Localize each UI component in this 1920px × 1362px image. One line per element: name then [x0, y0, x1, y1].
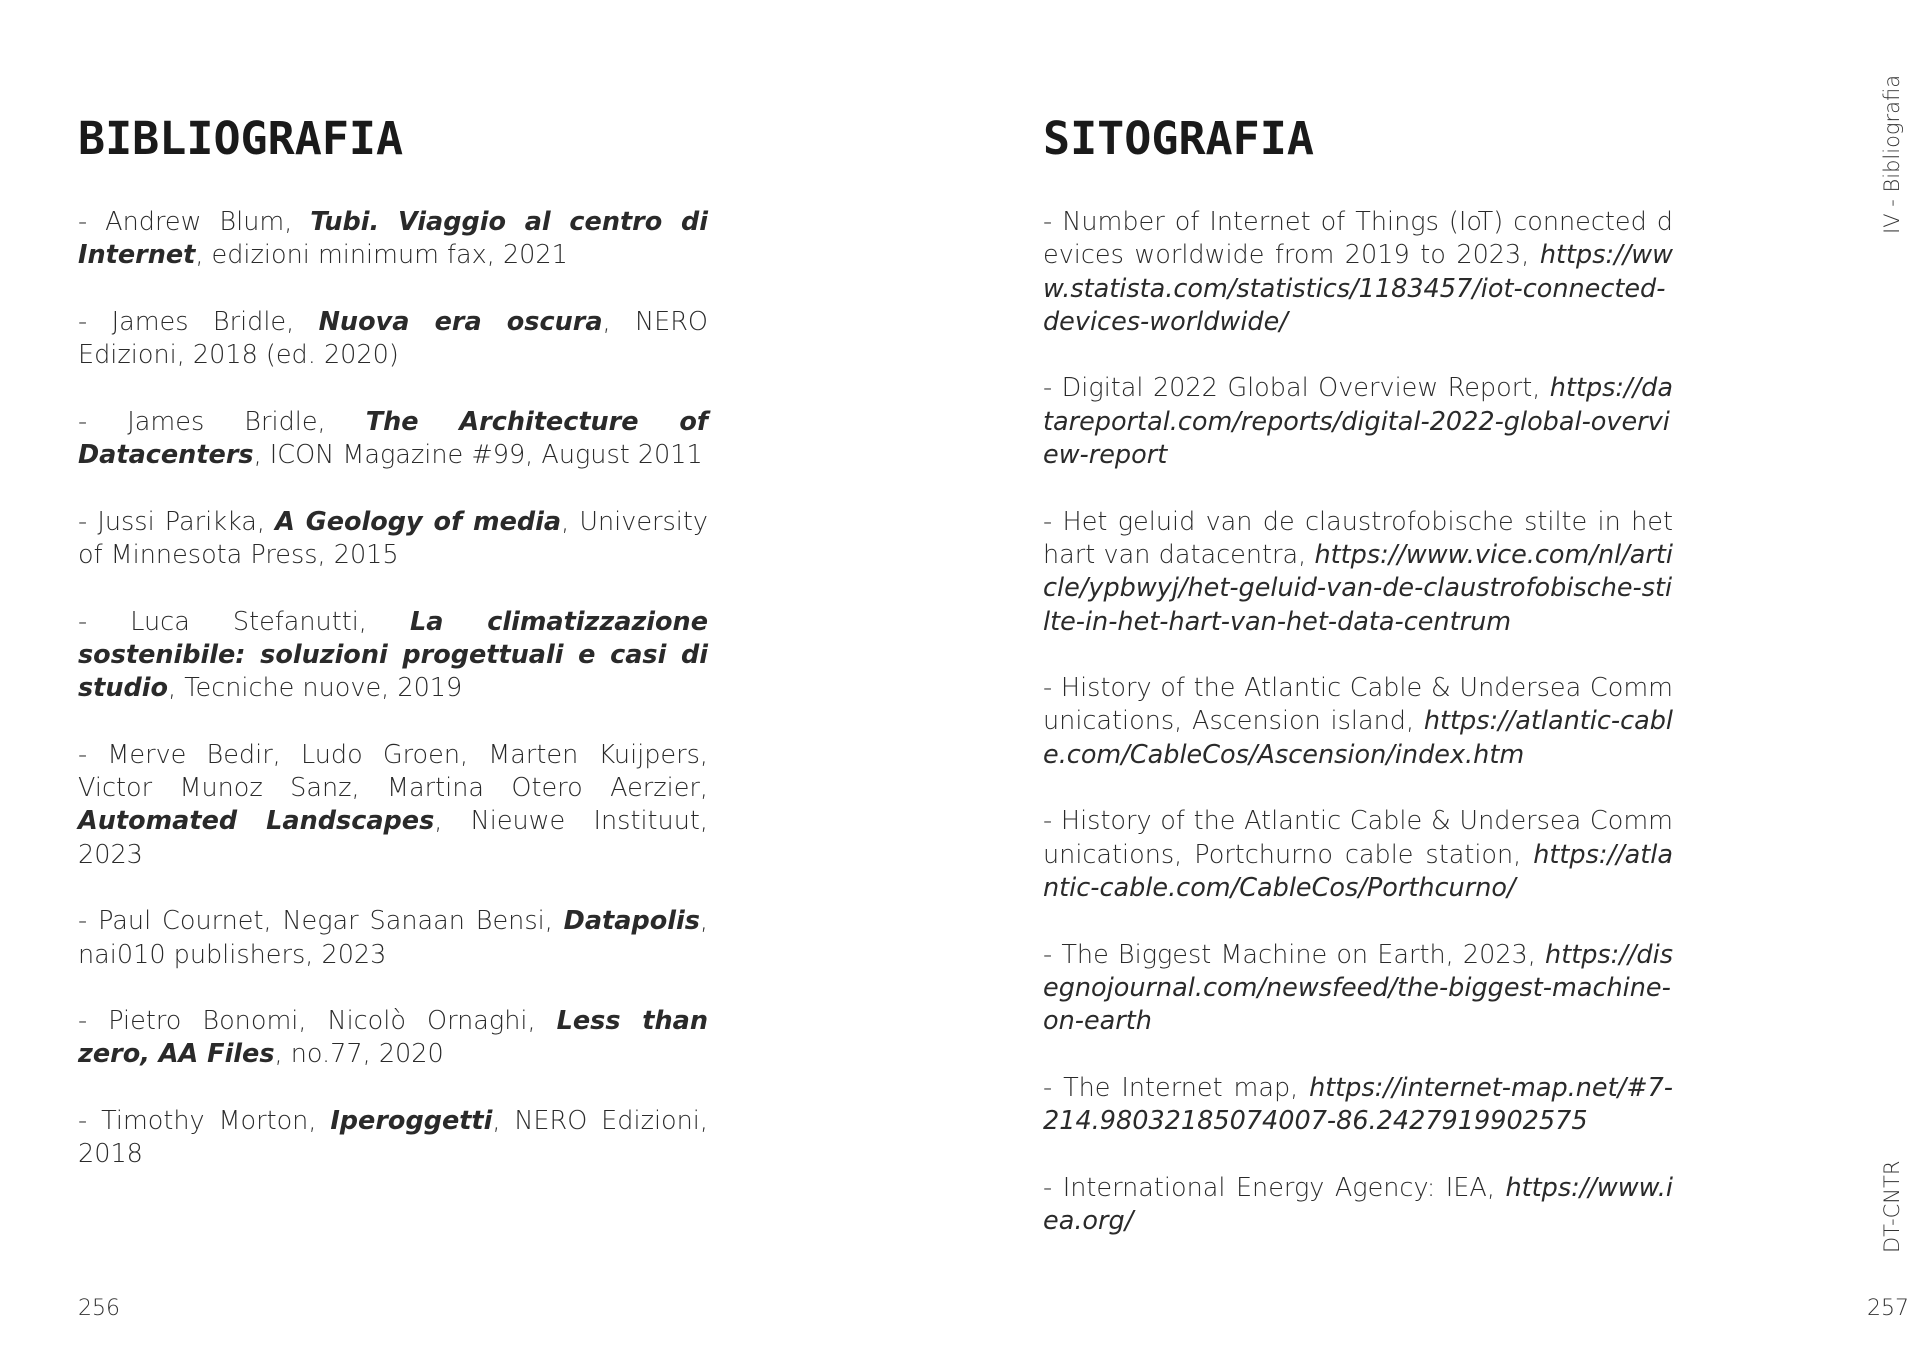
reference-text: , edizioni minimum fax, 2021: [195, 240, 568, 271]
reference-entry: [1043, 506, 1673, 639]
reference-title: The Architecture of Datacenters: [78, 406, 708, 471]
reference-text: - Number of Internet of Things (IoT) connected devices worldwide from 2019 to 2023,: [1043, 207, 1673, 271]
reference-text: - International Energy Agency: IEA,: [1043, 1172, 1506, 1203]
reference-text: , Nieuwe Instituut, 2023: [78, 806, 708, 870]
reference-title: Iperoggetti: [330, 1106, 493, 1137]
reference-text: - Merve Bedir, Ludo Groen, Marten Kuijpers, Victor Munoz Sanz, Martina Otero Aerzier,: [78, 739, 708, 804]
reference-text: - Paul Cournet, Negar Sanaan Bensi,: [78, 906, 564, 937]
reference-text: - James Bridle,: [78, 306, 319, 337]
reference-text: - Pietro Bonomi, Nicolò Ornaghi,: [78, 1006, 557, 1037]
page-number-right: 257: [1867, 1296, 1909, 1321]
reference-text: - Luca Stefanutti,: [78, 606, 410, 637]
reference-entry: [78, 606, 708, 706]
reference-title: https://datareportal.com/reports/digital-2022-global-overview-report: [1043, 373, 1673, 471]
reference-text: , University of Minnesota Press, 2015: [78, 506, 708, 570]
reference-title: A Geology of media: [275, 506, 562, 537]
reference-entry: [78, 406, 708, 473]
reference-text: , nai010 publishers, 2023: [78, 906, 708, 970]
reference-text: - History of the Atlantic Cable & Undersea Communications, Portchurno cable station,: [1043, 806, 1673, 870]
reference-title: La climatizzazione sostenibile: soluzioni progettuali e casi di studio: [78, 606, 708, 704]
reference-entry: [78, 306, 708, 373]
reference-entry: [1043, 672, 1673, 772]
bibliography-list: [78, 206, 708, 1205]
sitography-list: [1043, 206, 1673, 1272]
reference-entry: [78, 739, 708, 872]
reference-entry: [1043, 1072, 1673, 1139]
reference-title: Datapolis: [563, 906, 700, 937]
reference-title: https://disegnojournal.com/newsfeed/the-biggest-machine-on-earth: [1043, 939, 1673, 1037]
reference-entry: [1043, 1172, 1673, 1239]
reference-text: - Het geluid van de claustrofobische stilte in het hart van datacentra,: [1043, 506, 1673, 570]
reference-text: - Timothy Morton,: [78, 1106, 331, 1137]
reference-entry: [1043, 206, 1673, 339]
reference-title: https://atlantic-cable.com/CableCos/Porthcurno/: [1043, 839, 1673, 903]
reference-title: https://atlantic-cable.com/CableCos/Ascension/index.htm: [1043, 706, 1673, 770]
page-number-left: 256: [78, 1296, 120, 1321]
reference-entry: [1043, 372, 1673, 472]
reference-text: - James Bridle,: [78, 406, 366, 437]
reference-entry: [78, 905, 708, 972]
book-code-label: DT-CNTR: [1880, 1160, 1904, 1253]
section-label: IV - Bibliografia: [1880, 74, 1904, 234]
reference-text: - Andrew Blum,: [78, 207, 311, 237]
reference-text: , NERO Edizioni, 2018 (ed. 2020): [78, 306, 708, 371]
reference-text: - Jussi Parikka,: [78, 506, 276, 537]
reference-text: - Digital 2022 Global Overview Report,: [1043, 373, 1550, 404]
reference-text: , ICON Magazine #99, August 2011: [253, 440, 703, 471]
reference-title: Tubi. Viaggio al centro di Internet: [78, 207, 708, 271]
reference-title: https://internet-map.net/#7-214.98032185074007-86.2427919902575: [1043, 1072, 1673, 1137]
reference-text: - The Internet map,: [1043, 1072, 1310, 1103]
reference-entry: [78, 1105, 708, 1172]
reference-title: https://www.vice.com/nl/article/ypbwyj/het-geluid-van-de-claustrofobische-stilte-in-het-hart-van-het-data-centrum: [1043, 539, 1673, 637]
reference-text: , NERO Edizioni, 2018: [78, 1106, 708, 1170]
reference-text: - The Biggest Machine on Earth, 2023,: [1043, 939, 1546, 970]
reference-entry: [1043, 805, 1673, 905]
reference-entry: [78, 1005, 708, 1072]
reference-entry: [1043, 939, 1673, 1039]
reference-title: https://www.iea.org/: [1043, 1172, 1673, 1236]
reference-text: , no.77, 2020: [274, 1039, 444, 1070]
reference-text: - History of the Atlantic Cable & Undersea Communications, Ascension island,: [1043, 673, 1673, 737]
reference-title: https://www.statista.com/statistics/1183457/iot-connected-devices-worldwide/: [1043, 240, 1673, 337]
reference-title: Less than zero, AA Files: [78, 1006, 709, 1070]
reference-entry: [78, 206, 708, 273]
sitografia-heading: SITOGRAFIA: [1043, 112, 1314, 165]
bibliografia-heading: BIBLIOGRAFIA: [78, 112, 404, 165]
reference-title: Nuova era oscura: [318, 306, 603, 337]
reference-title: Automated Landscapes: [78, 806, 435, 837]
reference-entry: [78, 506, 708, 573]
reference-text: , Tecniche nuove, 2019: [168, 673, 463, 704]
